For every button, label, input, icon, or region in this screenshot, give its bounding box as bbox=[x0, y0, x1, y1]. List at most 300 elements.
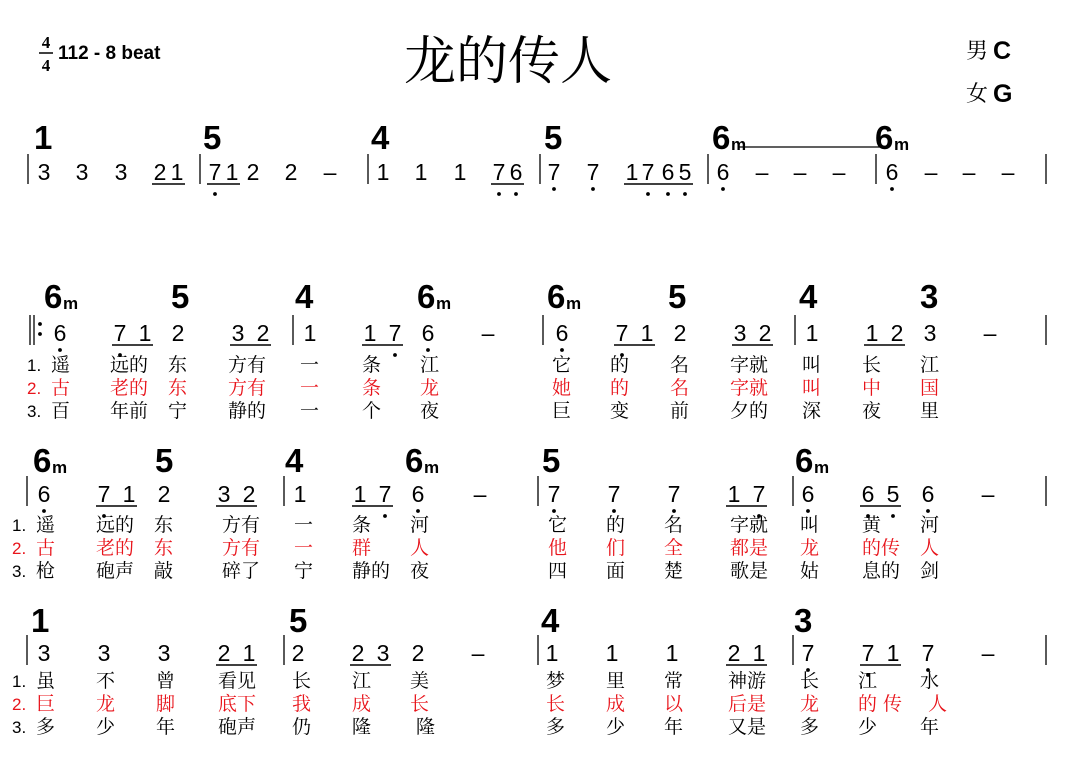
octave-dot bbox=[683, 192, 687, 196]
note: 6 bbox=[37, 481, 51, 507]
chord-symbol: 4 bbox=[295, 278, 314, 315]
rest-dash: – bbox=[793, 159, 807, 185]
lyric-word: 条 bbox=[362, 354, 382, 376]
note: 1 bbox=[665, 640, 679, 666]
lyric-word: 河 bbox=[920, 514, 940, 536]
lyric-word: 们 bbox=[606, 537, 626, 559]
note: 3 bbox=[231, 320, 245, 346]
chord-symbol: 6 bbox=[33, 442, 52, 479]
lyric-word: 深 bbox=[802, 400, 822, 422]
lyric-word: 曾 bbox=[156, 670, 176, 692]
note: 3 bbox=[97, 640, 111, 666]
lyric-word: 梦 bbox=[546, 670, 566, 692]
lyric-word: 个 bbox=[362, 400, 382, 422]
lyric-word: 夜 bbox=[410, 560, 430, 582]
note: 6 bbox=[801, 481, 815, 507]
chord-quality: m bbox=[814, 458, 830, 477]
rest-dash: – bbox=[481, 320, 495, 346]
lyric-word: 多 bbox=[36, 716, 56, 738]
lyric-word: 夜 bbox=[420, 400, 440, 422]
note: 6 bbox=[661, 159, 675, 185]
note: 1 bbox=[242, 640, 256, 666]
lyric-word: 的 bbox=[610, 377, 630, 399]
lyric-word: 方有 bbox=[228, 377, 267, 399]
lyric-word: 年 bbox=[664, 716, 684, 738]
lyric-word: 老的 bbox=[110, 377, 149, 399]
rest-dash: – bbox=[471, 640, 485, 666]
note: 6 bbox=[53, 320, 67, 346]
lyric-word: 多 bbox=[546, 716, 566, 738]
verse-number: 2. bbox=[27, 379, 42, 398]
chord-quality: m bbox=[63, 294, 79, 313]
lyric-word: 古 bbox=[36, 537, 56, 559]
lyric-word: 里 bbox=[920, 400, 940, 422]
rest-dash: – bbox=[473, 481, 487, 507]
tempo-label: 112 - 8 beat bbox=[58, 43, 161, 64]
note: 1 bbox=[138, 320, 152, 346]
note: 3 bbox=[923, 320, 937, 346]
note: 7 bbox=[607, 481, 621, 507]
note: 2 bbox=[291, 640, 305, 666]
lyric-word: 虽 bbox=[36, 670, 56, 692]
lyric-word: 遥 bbox=[36, 514, 56, 536]
note: 6 bbox=[885, 159, 899, 185]
octave-dot bbox=[721, 187, 725, 191]
lyric-word: 名 bbox=[664, 514, 684, 536]
lyric-word: 神游 bbox=[728, 670, 767, 692]
rest-dash: – bbox=[981, 481, 995, 507]
note: 1 bbox=[225, 159, 239, 185]
lyric-word: 底下 bbox=[218, 693, 257, 715]
time-signature-top: 4 bbox=[41, 33, 51, 52]
lyric-word: 枪 bbox=[36, 560, 56, 582]
note: 6 bbox=[861, 481, 875, 507]
note: 1 bbox=[886, 640, 900, 666]
lyric-word: 碎了 bbox=[222, 560, 261, 582]
lyric-word: 叫 bbox=[802, 354, 822, 376]
note: 7 bbox=[113, 320, 127, 346]
note: 1 bbox=[453, 159, 467, 185]
lyric-word: 年 bbox=[920, 716, 940, 738]
note: 7 bbox=[667, 481, 681, 507]
chord-symbol: 5 bbox=[542, 442, 561, 479]
verse-2-lyrics bbox=[27, 377, 939, 399]
lyric-word: 又是 bbox=[728, 716, 767, 738]
note: 6 bbox=[921, 481, 935, 507]
note: 3 bbox=[217, 481, 231, 507]
lyric-word: 字就 bbox=[730, 377, 769, 399]
lyric-word: 息的 bbox=[862, 560, 901, 582]
verse-2-lyrics bbox=[12, 537, 939, 559]
note: 7 bbox=[801, 640, 815, 666]
lyric-word: 全 bbox=[664, 537, 684, 559]
chord-symbol: 5 bbox=[155, 442, 174, 479]
chord-quality: m bbox=[731, 135, 747, 154]
verse-number: 2. bbox=[12, 695, 27, 714]
chord-symbol: 6 bbox=[44, 278, 63, 315]
rest-dash: – bbox=[983, 320, 997, 346]
lyric-word: 静的 bbox=[228, 400, 267, 422]
note: 1 bbox=[805, 320, 819, 346]
note: 7 bbox=[547, 481, 561, 507]
lyric-word: 黄 bbox=[862, 514, 882, 536]
lyric-word: 名 bbox=[670, 354, 690, 376]
lyric-word: 人 bbox=[928, 693, 948, 715]
system-3 bbox=[12, 442, 1046, 582]
note: 3 bbox=[114, 159, 128, 185]
note: 3 bbox=[376, 640, 390, 666]
lyric-word: 长 bbox=[800, 670, 820, 692]
lyric-word: 中 bbox=[862, 377, 882, 399]
note: 1 bbox=[625, 159, 639, 185]
lyric-word: 四 bbox=[548, 560, 568, 582]
lyric-word: 面 bbox=[606, 560, 626, 582]
lyric-word: 江 bbox=[858, 670, 878, 692]
note: 7 bbox=[97, 481, 111, 507]
note: 7 bbox=[547, 159, 561, 185]
note: 2 bbox=[673, 320, 687, 346]
octave-dot bbox=[612, 509, 616, 513]
note: 1 bbox=[545, 640, 559, 666]
verse-2-lyrics bbox=[12, 693, 947, 715]
note: 6 bbox=[555, 320, 569, 346]
octave-dot bbox=[383, 514, 387, 518]
chord-quality: m bbox=[436, 294, 452, 313]
octave-dot bbox=[514, 192, 518, 196]
note: 1 bbox=[376, 159, 390, 185]
lyric-word: 东 bbox=[154, 514, 174, 536]
lyric-word: 少 bbox=[858, 716, 878, 738]
key-female: G bbox=[993, 80, 1013, 108]
note: 1 bbox=[122, 481, 136, 507]
system-1 bbox=[28, 119, 1046, 196]
lyric-word: 江 bbox=[352, 670, 372, 692]
lyric-word: 江 bbox=[920, 354, 940, 376]
time-signature-bottom: 4 bbox=[41, 56, 51, 75]
note: 2 bbox=[246, 159, 260, 185]
chord-symbol: 6 bbox=[547, 278, 566, 315]
verse-number: 3. bbox=[12, 718, 27, 737]
key-female-label: 女 bbox=[966, 82, 989, 107]
note: 7 bbox=[752, 481, 766, 507]
lyric-word: 一 bbox=[300, 354, 320, 376]
octave-dot bbox=[213, 192, 217, 196]
lyric-word: 仍 bbox=[292, 716, 312, 738]
chord-symbol: 5 bbox=[289, 602, 308, 639]
chord-symbol: 4 bbox=[799, 278, 818, 315]
lyric-word: 龙 bbox=[800, 537, 820, 559]
lyric-word: 夕的 bbox=[730, 400, 769, 422]
lyric-word: 的传 bbox=[862, 537, 901, 559]
note: 5 bbox=[886, 481, 900, 507]
lyric-word: 龙 bbox=[420, 377, 440, 399]
note: 3 bbox=[37, 159, 51, 185]
note: 2 bbox=[727, 640, 741, 666]
note: 2 bbox=[351, 640, 365, 666]
chord-symbol: 3 bbox=[794, 602, 813, 639]
rest-dash: – bbox=[981, 640, 995, 666]
lyric-word: 里 bbox=[606, 670, 626, 692]
lyric-word: 年前 bbox=[110, 400, 149, 422]
lyric-word: 砲声 bbox=[218, 716, 257, 738]
octave-dot bbox=[393, 353, 397, 357]
lyric-word: 剑 bbox=[920, 560, 940, 582]
chord-symbol: 1 bbox=[31, 602, 50, 639]
chord-symbol: 5 bbox=[203, 119, 222, 156]
lyric-word: 都是 bbox=[730, 537, 769, 559]
lyric-word: 东 bbox=[168, 354, 188, 376]
note: 2 bbox=[242, 481, 256, 507]
note: 2 bbox=[171, 320, 185, 346]
chord-quality: m bbox=[894, 135, 910, 154]
lyric-word: 国 bbox=[920, 377, 940, 399]
lyric-word: 少 bbox=[96, 716, 116, 738]
note: 6 bbox=[421, 320, 435, 346]
lyric-word: 夜 bbox=[862, 400, 882, 422]
note: 1 bbox=[865, 320, 879, 346]
lyric-word: 河 bbox=[410, 514, 430, 536]
lyric-word: 龙 bbox=[800, 693, 820, 715]
note: 1 bbox=[170, 159, 184, 185]
chord-symbol: 5 bbox=[668, 278, 687, 315]
lyric-word: 龙 bbox=[96, 693, 116, 715]
note: 7 bbox=[615, 320, 629, 346]
lyric-word: 名 bbox=[670, 377, 690, 399]
note: 2 bbox=[411, 640, 425, 666]
lyric-word: 江 bbox=[420, 354, 440, 376]
verse-number: 1. bbox=[12, 672, 27, 691]
chord-symbol: 4 bbox=[541, 602, 560, 639]
verse-number: 1. bbox=[12, 516, 27, 535]
octave-dot bbox=[58, 348, 62, 352]
lyric-word: 以 bbox=[664, 693, 684, 715]
lyric-word: 变 bbox=[610, 400, 630, 422]
chord-symbol: 6 bbox=[405, 442, 424, 479]
lyric-word: 群 bbox=[352, 537, 372, 559]
octave-dot bbox=[497, 192, 501, 196]
lyric-word: 人 bbox=[410, 537, 430, 559]
rest-dash: – bbox=[1001, 159, 1015, 185]
repeat-dot bbox=[38, 332, 42, 336]
lyric-word: 宁 bbox=[168, 400, 188, 422]
lyric-word: 一 bbox=[300, 377, 320, 399]
lyric-word: 美 bbox=[410, 670, 430, 692]
note: 1 bbox=[353, 481, 367, 507]
octave-dot bbox=[672, 509, 676, 513]
verse-1-lyrics bbox=[27, 354, 939, 376]
lyric-word: 楚 bbox=[664, 560, 684, 582]
note: 5 bbox=[678, 159, 692, 185]
lyric-word: 的 bbox=[606, 514, 626, 536]
rest-dash: – bbox=[924, 159, 938, 185]
chord-symbol: 6 bbox=[417, 278, 436, 315]
rest-dash: – bbox=[755, 159, 769, 185]
key-male-label: 男 bbox=[966, 39, 989, 64]
lyric-word: 遥 bbox=[51, 354, 71, 376]
note: 3 bbox=[37, 640, 51, 666]
octave-dot bbox=[416, 509, 420, 513]
lyric-word: 叫 bbox=[800, 514, 820, 536]
systems bbox=[12, 119, 1046, 738]
chord-symbol: 5 bbox=[544, 119, 563, 156]
lyric-word: 古 bbox=[51, 377, 71, 399]
lyric-word: 长 bbox=[862, 354, 882, 376]
note: 2 bbox=[890, 320, 904, 346]
key-male: C bbox=[993, 37, 1012, 65]
lyric-word: 他 bbox=[548, 537, 568, 559]
octave-dot bbox=[646, 192, 650, 196]
chord-quality: m bbox=[424, 458, 440, 477]
lyric-word: 姑 bbox=[800, 560, 820, 582]
system-4 bbox=[12, 602, 1046, 738]
octave-dot bbox=[552, 187, 556, 191]
lyric-word: 常 bbox=[664, 670, 684, 692]
note: 1 bbox=[293, 481, 307, 507]
lyric-word: 少 bbox=[606, 716, 626, 738]
lyric-word: 叫 bbox=[802, 377, 822, 399]
chord-symbol: 5 bbox=[171, 278, 190, 315]
lyric-word: 巨 bbox=[552, 400, 572, 422]
lyric-word: 砲声 bbox=[96, 560, 135, 582]
note: 2 bbox=[157, 481, 171, 507]
octave-dot bbox=[560, 348, 564, 352]
verse-number: 3. bbox=[27, 402, 42, 421]
verse-3-lyrics bbox=[12, 560, 939, 582]
lyric-word: 水 bbox=[920, 670, 940, 692]
lyric-word: 的 bbox=[610, 354, 630, 376]
lyric-word: 一 bbox=[300, 400, 320, 422]
lyric-word: 前 bbox=[670, 400, 690, 422]
lyric-word: 方有 bbox=[222, 537, 261, 559]
octave-dot bbox=[926, 509, 930, 513]
note: 2 bbox=[758, 320, 772, 346]
lyric-word: 的 传 bbox=[858, 693, 903, 715]
lyric-word: 她 bbox=[552, 377, 572, 399]
lyric-word: 一 bbox=[294, 537, 314, 559]
lyric-word: 我 bbox=[292, 693, 312, 715]
lyric-word: 方有 bbox=[228, 354, 267, 376]
note: 7 bbox=[388, 320, 402, 346]
octave-dot bbox=[890, 187, 894, 191]
lyric-word: 条 bbox=[352, 514, 372, 536]
rest-dash: – bbox=[323, 159, 337, 185]
lyric-word: 方有 bbox=[222, 514, 261, 536]
verse-1-lyrics bbox=[12, 670, 939, 692]
chord-symbol: 3 bbox=[920, 278, 939, 315]
lyric-word: 歌是 bbox=[730, 560, 769, 582]
lyric-word: 长 bbox=[546, 693, 566, 715]
note: 6 bbox=[509, 159, 523, 185]
lyric-word: 远的 bbox=[96, 514, 135, 536]
note: 6 bbox=[411, 481, 425, 507]
lyric-word: 年 bbox=[156, 716, 176, 738]
chord-quality: m bbox=[566, 294, 582, 313]
lyric-word: 字就 bbox=[730, 514, 769, 536]
lyric-word: 隆 bbox=[352, 716, 372, 738]
lyric-word: 隆 bbox=[416, 716, 436, 738]
note: 7 bbox=[921, 640, 935, 666]
octave-dot bbox=[591, 187, 595, 191]
lyric-word: 它 bbox=[548, 514, 568, 536]
octave-dot bbox=[42, 509, 46, 513]
note: 7 bbox=[492, 159, 506, 185]
chord-symbol: 4 bbox=[371, 119, 390, 156]
note: 2 bbox=[284, 159, 298, 185]
note: 6 bbox=[716, 159, 730, 185]
note: 2 bbox=[256, 320, 270, 346]
lyric-word: 它 bbox=[552, 354, 572, 376]
lyric-word: 成 bbox=[352, 693, 372, 715]
lyric-word: 后是 bbox=[728, 693, 767, 715]
lyric-word: 东 bbox=[168, 377, 188, 399]
lyric-word: 人 bbox=[920, 537, 940, 559]
note: 1 bbox=[727, 481, 741, 507]
rest-dash: – bbox=[832, 159, 846, 185]
note: 3 bbox=[733, 320, 747, 346]
lyric-word: 敲 bbox=[154, 560, 174, 582]
note: 1 bbox=[414, 159, 428, 185]
octave-dot bbox=[666, 192, 670, 196]
verse-number: 1. bbox=[27, 356, 42, 375]
lyric-word: 脚 bbox=[156, 693, 176, 715]
lyric-word: 宁 bbox=[294, 560, 314, 582]
chord-symbol: 4 bbox=[285, 442, 304, 479]
system-2 bbox=[27, 278, 1046, 422]
octave-dot bbox=[891, 514, 895, 518]
header bbox=[39, 32, 1012, 108]
lyric-word: 一 bbox=[294, 514, 314, 536]
chord-symbol: 1 bbox=[34, 119, 53, 156]
note: 1 bbox=[605, 640, 619, 666]
lyric-word: 远的 bbox=[110, 354, 149, 376]
lyric-word: 长 bbox=[292, 670, 312, 692]
lyric-word: 老的 bbox=[96, 537, 135, 559]
note: 1 bbox=[363, 320, 377, 346]
octave-dot bbox=[552, 509, 556, 513]
lyric-word: 巨 bbox=[36, 693, 56, 715]
verse-3-lyrics bbox=[27, 400, 939, 422]
note: 2 bbox=[217, 640, 231, 666]
octave-dot bbox=[426, 348, 430, 352]
octave-dot bbox=[806, 509, 810, 513]
verse-number: 3. bbox=[12, 562, 27, 581]
lyric-word: 字就 bbox=[730, 354, 769, 376]
lyric-word: 成 bbox=[606, 693, 626, 715]
lyric-word: 长 bbox=[410, 693, 430, 715]
note: 1 bbox=[640, 320, 654, 346]
lyric-word: 多 bbox=[800, 716, 820, 738]
rest-dash: – bbox=[962, 159, 976, 185]
note: 7 bbox=[861, 640, 875, 666]
song-title: 龙的传人 bbox=[403, 32, 613, 92]
lyric-word: 不 bbox=[96, 670, 116, 692]
chord-symbol: 6 bbox=[875, 119, 894, 156]
note: 2 bbox=[153, 159, 167, 185]
note: 7 bbox=[641, 159, 655, 185]
note: 1 bbox=[303, 320, 317, 346]
repeat-dot bbox=[38, 322, 42, 326]
verse-number: 2. bbox=[12, 539, 27, 558]
chord-symbol: 6 bbox=[712, 119, 731, 156]
note: 3 bbox=[157, 640, 171, 666]
note: 7 bbox=[208, 159, 222, 185]
chord-quality: m bbox=[52, 458, 68, 477]
lyric-word: 看见 bbox=[218, 670, 257, 692]
chord-symbol: 6 bbox=[795, 442, 814, 479]
note: 7 bbox=[586, 159, 600, 185]
lyric-word: 百 bbox=[51, 400, 71, 422]
lyric-word: 静的 bbox=[352, 560, 391, 582]
